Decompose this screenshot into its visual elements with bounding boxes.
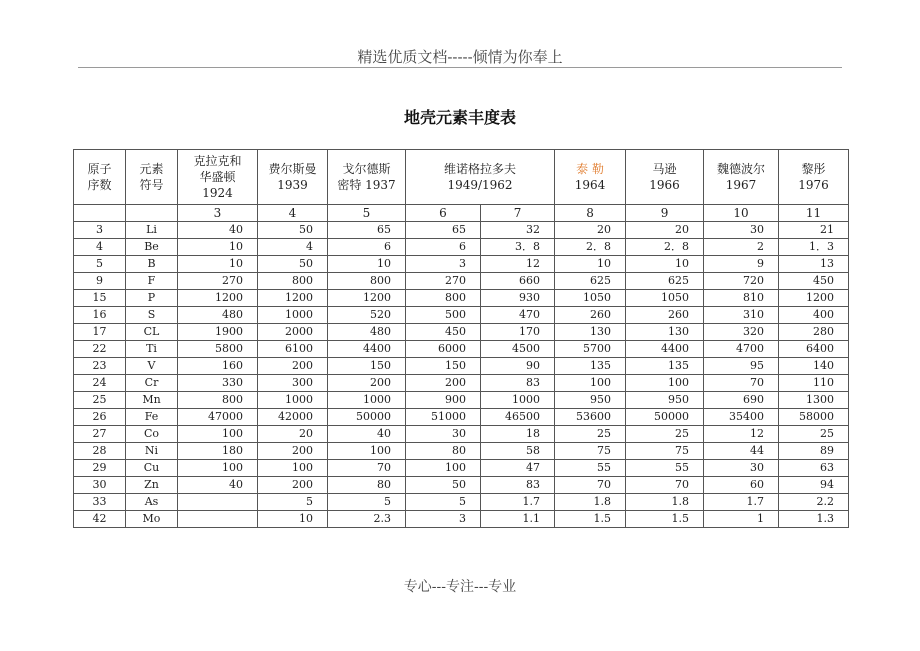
header-fersman: 费尔斯曼 1939 bbox=[258, 150, 328, 205]
abundance-value-cell: 470 bbox=[481, 307, 555, 324]
abundance-value-cell: 280 bbox=[779, 324, 849, 341]
abundance-value-cell: 400 bbox=[779, 307, 849, 324]
abundance-value-cell: 160 bbox=[178, 358, 258, 375]
header-taylor bbox=[555, 150, 626, 205]
abundance-value-cell: 900 bbox=[406, 392, 481, 409]
abundance-value-cell bbox=[178, 494, 258, 511]
abundance-value-cell: 10 bbox=[258, 511, 328, 528]
abundance-value-cell: 53600 bbox=[555, 409, 626, 426]
abundance-value-cell: 83 bbox=[481, 375, 555, 392]
abundance-value-cell: 140 bbox=[779, 358, 849, 375]
element-symbol-cell: Cu bbox=[126, 460, 178, 477]
atomic-number-cell: 3 bbox=[74, 222, 126, 239]
abundance-value-cell: 180 bbox=[178, 443, 258, 460]
page-header-text: 精选优质文档-----倾情为你奉上 bbox=[357, 48, 563, 66]
atomic-number-cell: 25 bbox=[74, 392, 126, 409]
abundance-value-cell: 5 bbox=[406, 494, 481, 511]
element-symbol-cell: Mo bbox=[126, 511, 178, 528]
element-symbol-cell: Co bbox=[126, 426, 178, 443]
abundance-value-cell: 320 bbox=[704, 324, 779, 341]
abundance-value-cell: 58000 bbox=[779, 409, 849, 426]
abundance-value-cell: 950 bbox=[555, 392, 626, 409]
abundance-value-cell: 2．8 bbox=[626, 239, 704, 256]
abundance-value-cell: 4500 bbox=[481, 341, 555, 358]
abundance-value-cell: 30 bbox=[406, 426, 481, 443]
abundance-value-cell: 2.3 bbox=[328, 511, 406, 528]
abundance-value-cell: 75 bbox=[555, 443, 626, 460]
abundance-value-cell: 1200 bbox=[779, 290, 849, 307]
abundance-value-cell: 10 bbox=[626, 256, 704, 273]
element-symbol-cell: Ni bbox=[126, 443, 178, 460]
document-title: 地壳元素丰度表 bbox=[403, 108, 516, 127]
abundance-value-cell: 51000 bbox=[406, 409, 481, 426]
abundance-value-cell: 1000 bbox=[328, 392, 406, 409]
atomic-number-cell: 22 bbox=[74, 341, 126, 358]
abundance-value-cell: 100 bbox=[626, 375, 704, 392]
table-row bbox=[74, 222, 849, 239]
abundance-value-cell: 90 bbox=[481, 358, 555, 375]
abundance-value-cell: 4 bbox=[258, 239, 328, 256]
abundance-value-cell: 200 bbox=[258, 477, 328, 494]
abundance-value-cell: 5800 bbox=[178, 341, 258, 358]
header-taylor-name: 泰 勒 bbox=[576, 162, 604, 176]
abundance-value-cell: 170 bbox=[481, 324, 555, 341]
element-symbol-cell: CL bbox=[126, 324, 178, 341]
abundance-value-cell: 50000 bbox=[328, 409, 406, 426]
abundance-value-cell: 200 bbox=[258, 443, 328, 460]
header-divider bbox=[78, 67, 842, 68]
column-index-cell: 10 bbox=[704, 205, 779, 222]
abundance-value-cell: 800 bbox=[328, 273, 406, 290]
abundance-value-cell: 260 bbox=[626, 307, 704, 324]
abundance-value-cell: 480 bbox=[328, 324, 406, 341]
abundance-value-cell: 1 bbox=[704, 511, 779, 528]
element-symbol-cell: B bbox=[126, 256, 178, 273]
abundance-value-cell: 1.5 bbox=[555, 511, 626, 528]
table-row bbox=[74, 477, 849, 494]
abundance-value-cell: 3．8 bbox=[481, 239, 555, 256]
abundance-value-cell: 660 bbox=[481, 273, 555, 290]
header-taylor-year: 1964 bbox=[574, 178, 606, 192]
abundance-value-cell: 1.5 bbox=[626, 511, 704, 528]
abundance-value-cell: 50 bbox=[258, 222, 328, 239]
abundance-value-cell: 810 bbox=[704, 290, 779, 307]
abundance-value-cell: 10 bbox=[555, 256, 626, 273]
abundance-value-cell: 6 bbox=[328, 239, 406, 256]
table-row bbox=[74, 273, 849, 290]
abundance-value-cell: 5700 bbox=[555, 341, 626, 358]
column-index-cell bbox=[74, 205, 126, 222]
abundance-value-cell: 1000 bbox=[258, 307, 328, 324]
table-row bbox=[74, 307, 849, 324]
table-row bbox=[74, 256, 849, 273]
abundance-value-cell: 6100 bbox=[258, 341, 328, 358]
abundance-value-cell: 130 bbox=[626, 324, 704, 341]
element-symbol-cell: Zn bbox=[126, 477, 178, 494]
column-index-cell: 7 bbox=[481, 205, 555, 222]
atomic-number-cell: 23 bbox=[74, 358, 126, 375]
abundance-value-cell: 270 bbox=[406, 273, 481, 290]
table-header-row bbox=[74, 150, 849, 205]
atomic-number-cell: 42 bbox=[74, 511, 126, 528]
abundance-value-cell: 63 bbox=[779, 460, 849, 477]
abundance-value-cell: 800 bbox=[258, 273, 328, 290]
abundance-value-cell: 94 bbox=[779, 477, 849, 494]
atomic-number-cell: 9 bbox=[74, 273, 126, 290]
column-index-cell bbox=[126, 205, 178, 222]
abundance-value-cell: 625 bbox=[555, 273, 626, 290]
abundance-value-cell: 65 bbox=[328, 222, 406, 239]
abundance-value-cell: 1.7 bbox=[481, 494, 555, 511]
abundance-value-cell: 480 bbox=[178, 307, 258, 324]
table-row bbox=[74, 239, 849, 256]
atomic-number-cell: 29 bbox=[74, 460, 126, 477]
abundance-value-cell: 2 bbox=[704, 239, 779, 256]
abundance-value-cell: 5 bbox=[258, 494, 328, 511]
abundance-value-cell: 150 bbox=[406, 358, 481, 375]
element-symbol-cell: S bbox=[126, 307, 178, 324]
abundance-value-cell: 450 bbox=[406, 324, 481, 341]
abundance-value-cell: 30 bbox=[704, 460, 779, 477]
abundance-value-cell: 55 bbox=[626, 460, 704, 477]
abundance-value-cell: 18 bbox=[481, 426, 555, 443]
abundance-value-cell: 40 bbox=[328, 426, 406, 443]
abundance-value-cell: 70 bbox=[626, 477, 704, 494]
atomic-number-cell: 30 bbox=[74, 477, 126, 494]
column-index-cell: 9 bbox=[626, 205, 704, 222]
header-goldschmidt: 戈尔德斯 密特 1937 bbox=[328, 150, 406, 205]
table-row bbox=[74, 443, 849, 460]
abundance-value-cell: 89 bbox=[779, 443, 849, 460]
abundance-value-cell: 6000 bbox=[406, 341, 481, 358]
header-wedepohl: 魏德波尔 1967 bbox=[704, 150, 779, 205]
abundance-value-cell: 25 bbox=[626, 426, 704, 443]
abundance-value-cell: 1000 bbox=[481, 392, 555, 409]
abundance-value-cell: 200 bbox=[258, 358, 328, 375]
abundance-value-cell: 450 bbox=[779, 273, 849, 290]
abundance-value-cell: 625 bbox=[626, 273, 704, 290]
abundance-value-cell: 65 bbox=[406, 222, 481, 239]
abundance-value-cell bbox=[178, 511, 258, 528]
atomic-number-cell: 24 bbox=[74, 375, 126, 392]
abundance-value-cell: 30 bbox=[704, 222, 779, 239]
abundance-value-cell: 80 bbox=[328, 477, 406, 494]
abundance-value-cell: 150 bbox=[328, 358, 406, 375]
element-symbol-cell: P bbox=[126, 290, 178, 307]
abundance-value-cell: 10 bbox=[178, 239, 258, 256]
abundance-value-cell: 4700 bbox=[704, 341, 779, 358]
abundance-value-cell: 46500 bbox=[481, 409, 555, 426]
abundance-value-cell: 1.1 bbox=[481, 511, 555, 528]
atomic-number-cell: 16 bbox=[74, 307, 126, 324]
atomic-number-cell: 17 bbox=[74, 324, 126, 341]
header-mason: 马逊 1966 bbox=[626, 150, 704, 205]
header-vinogradov: 维诺格拉多夫 1949/1962 bbox=[406, 150, 555, 205]
abundance-value-cell: 260 bbox=[555, 307, 626, 324]
abundance-value-cell: 300 bbox=[258, 375, 328, 392]
abundance-value-cell: 100 bbox=[406, 460, 481, 477]
abundance-value-cell: 720 bbox=[704, 273, 779, 290]
abundance-value-cell: 100 bbox=[328, 443, 406, 460]
abundance-value-cell: 1200 bbox=[258, 290, 328, 307]
abundance-value-cell: 70 bbox=[704, 375, 779, 392]
element-symbol-cell: Li bbox=[126, 222, 178, 239]
abundance-value-cell: 60 bbox=[704, 477, 779, 494]
abundance-value-cell: 44 bbox=[704, 443, 779, 460]
element-symbol-cell: As bbox=[126, 494, 178, 511]
atomic-number-cell: 15 bbox=[74, 290, 126, 307]
abundance-value-cell: 200 bbox=[328, 375, 406, 392]
abundance-value-cell: 1900 bbox=[178, 324, 258, 341]
abundance-value-cell: 6 bbox=[406, 239, 481, 256]
abundance-value-cell: 1.8 bbox=[555, 494, 626, 511]
abundance-value-cell: 1050 bbox=[626, 290, 704, 307]
abundance-value-cell: 2000 bbox=[258, 324, 328, 341]
abundance-value-cell: 40 bbox=[178, 477, 258, 494]
abundance-value-cell: 500 bbox=[406, 307, 481, 324]
atomic-number-cell: 27 bbox=[74, 426, 126, 443]
abundance-value-cell: 200 bbox=[406, 375, 481, 392]
abundance-value-cell: 130 bbox=[555, 324, 626, 341]
abundance-value-cell: 1000 bbox=[258, 392, 328, 409]
abundance-value-cell: 4400 bbox=[626, 341, 704, 358]
table-row bbox=[74, 511, 849, 528]
abundance-value-cell: 1．3 bbox=[779, 239, 849, 256]
header-element-symbol: 元素 符号 bbox=[126, 150, 178, 205]
abundance-value-cell: 2.2 bbox=[779, 494, 849, 511]
abundance-value-cell: 9 bbox=[704, 256, 779, 273]
element-abundance-table bbox=[73, 149, 849, 528]
abundance-value-cell: 1200 bbox=[178, 290, 258, 307]
atomic-number-cell: 33 bbox=[74, 494, 126, 511]
table-row bbox=[74, 409, 849, 426]
table-row bbox=[74, 375, 849, 392]
abundance-value-cell: 50 bbox=[258, 256, 328, 273]
abundance-value-cell: 12 bbox=[481, 256, 555, 273]
column-index-cell: 11 bbox=[779, 205, 849, 222]
abundance-value-cell: 3 bbox=[406, 511, 481, 528]
column-index-row bbox=[74, 205, 849, 222]
abundance-value-cell: 310 bbox=[704, 307, 779, 324]
element-symbol-cell: F bbox=[126, 273, 178, 290]
abundance-value-cell: 55 bbox=[555, 460, 626, 477]
abundance-value-cell: 930 bbox=[481, 290, 555, 307]
table-row bbox=[74, 392, 849, 409]
page-footer-text: 专心---专注---专业 bbox=[403, 579, 517, 595]
column-index-cell: 3 bbox=[178, 205, 258, 222]
abundance-value-cell: 50 bbox=[406, 477, 481, 494]
abundance-value-cell: 330 bbox=[178, 375, 258, 392]
abundance-value-cell: 3 bbox=[406, 256, 481, 273]
abundance-value-cell: 50000 bbox=[626, 409, 704, 426]
abundance-value-cell: 25 bbox=[555, 426, 626, 443]
abundance-value-cell: 40 bbox=[178, 222, 258, 239]
abundance-value-cell: 690 bbox=[704, 392, 779, 409]
column-index-cell: 8 bbox=[555, 205, 626, 222]
table-row bbox=[74, 324, 849, 341]
abundance-value-cell: 13 bbox=[779, 256, 849, 273]
header-atomic-number: 原子 序数 bbox=[74, 150, 126, 205]
abundance-value-cell: 80 bbox=[406, 443, 481, 460]
abundance-value-cell: 800 bbox=[406, 290, 481, 307]
abundance-value-cell: 70 bbox=[555, 477, 626, 494]
column-index-cell: 4 bbox=[258, 205, 328, 222]
abundance-value-cell: 1.8 bbox=[626, 494, 704, 511]
abundance-value-cell: 1.7 bbox=[704, 494, 779, 511]
abundance-value-cell: 12 bbox=[704, 426, 779, 443]
abundance-value-cell: 10 bbox=[178, 256, 258, 273]
element-symbol-cell: Mn bbox=[126, 392, 178, 409]
header-li-tong: 黎彤 1976 bbox=[779, 150, 849, 205]
abundance-value-cell: 100 bbox=[178, 460, 258, 477]
abundance-value-cell: 135 bbox=[626, 358, 704, 375]
abundance-value-cell: 2．8 bbox=[555, 239, 626, 256]
table-row bbox=[74, 426, 849, 443]
abundance-value-cell: 20 bbox=[258, 426, 328, 443]
abundance-value-cell: 70 bbox=[328, 460, 406, 477]
table-row bbox=[74, 358, 849, 375]
element-symbol-cell: Be bbox=[126, 239, 178, 256]
abundance-value-cell: 10 bbox=[328, 256, 406, 273]
abundance-value-cell: 47 bbox=[481, 460, 555, 477]
abundance-value-cell: 47000 bbox=[178, 409, 258, 426]
element-symbol-cell: Ti bbox=[126, 341, 178, 358]
abundance-value-cell: 42000 bbox=[258, 409, 328, 426]
abundance-value-cell: 20 bbox=[626, 222, 704, 239]
abundance-value-cell: 25 bbox=[779, 426, 849, 443]
abundance-value-cell: 950 bbox=[626, 392, 704, 409]
abundance-value-cell: 135 bbox=[555, 358, 626, 375]
atomic-number-cell: 26 bbox=[74, 409, 126, 426]
column-index-cell: 5 bbox=[328, 205, 406, 222]
abundance-value-cell: 800 bbox=[178, 392, 258, 409]
atomic-number-cell: 4 bbox=[74, 239, 126, 256]
abundance-value-cell: 110 bbox=[779, 375, 849, 392]
element-symbol-cell: Cr bbox=[126, 375, 178, 392]
abundance-value-cell: 100 bbox=[178, 426, 258, 443]
abundance-value-cell: 32 bbox=[481, 222, 555, 239]
table-row bbox=[74, 341, 849, 358]
abundance-value-cell: 1.3 bbox=[779, 511, 849, 528]
abundance-value-cell: 1300 bbox=[779, 392, 849, 409]
abundance-value-cell: 35400 bbox=[704, 409, 779, 426]
abundance-value-cell: 6400 bbox=[779, 341, 849, 358]
abundance-value-cell: 5 bbox=[328, 494, 406, 511]
table-row bbox=[74, 460, 849, 477]
abundance-value-cell: 95 bbox=[704, 358, 779, 375]
table-row bbox=[74, 290, 849, 307]
table-row bbox=[74, 494, 849, 511]
element-symbol-cell: V bbox=[126, 358, 178, 375]
abundance-value-cell: 75 bbox=[626, 443, 704, 460]
abundance-value-cell: 520 bbox=[328, 307, 406, 324]
atomic-number-cell: 28 bbox=[74, 443, 126, 460]
atomic-number-cell: 5 bbox=[74, 256, 126, 273]
abundance-value-cell: 20 bbox=[555, 222, 626, 239]
abundance-value-cell: 100 bbox=[555, 375, 626, 392]
abundance-value-cell: 1050 bbox=[555, 290, 626, 307]
abundance-value-cell: 58 bbox=[481, 443, 555, 460]
abundance-value-cell: 21 bbox=[779, 222, 849, 239]
abundance-value-cell: 270 bbox=[178, 273, 258, 290]
abundance-value-cell: 100 bbox=[258, 460, 328, 477]
abundance-value-cell: 83 bbox=[481, 477, 555, 494]
header-clarke-washington: 克拉克和 华盛顿 1924 bbox=[178, 150, 258, 205]
abundance-value-cell: 4400 bbox=[328, 341, 406, 358]
column-index-cell: 6 bbox=[406, 205, 481, 222]
element-symbol-cell: Fe bbox=[126, 409, 178, 426]
abundance-value-cell: 1200 bbox=[328, 290, 406, 307]
